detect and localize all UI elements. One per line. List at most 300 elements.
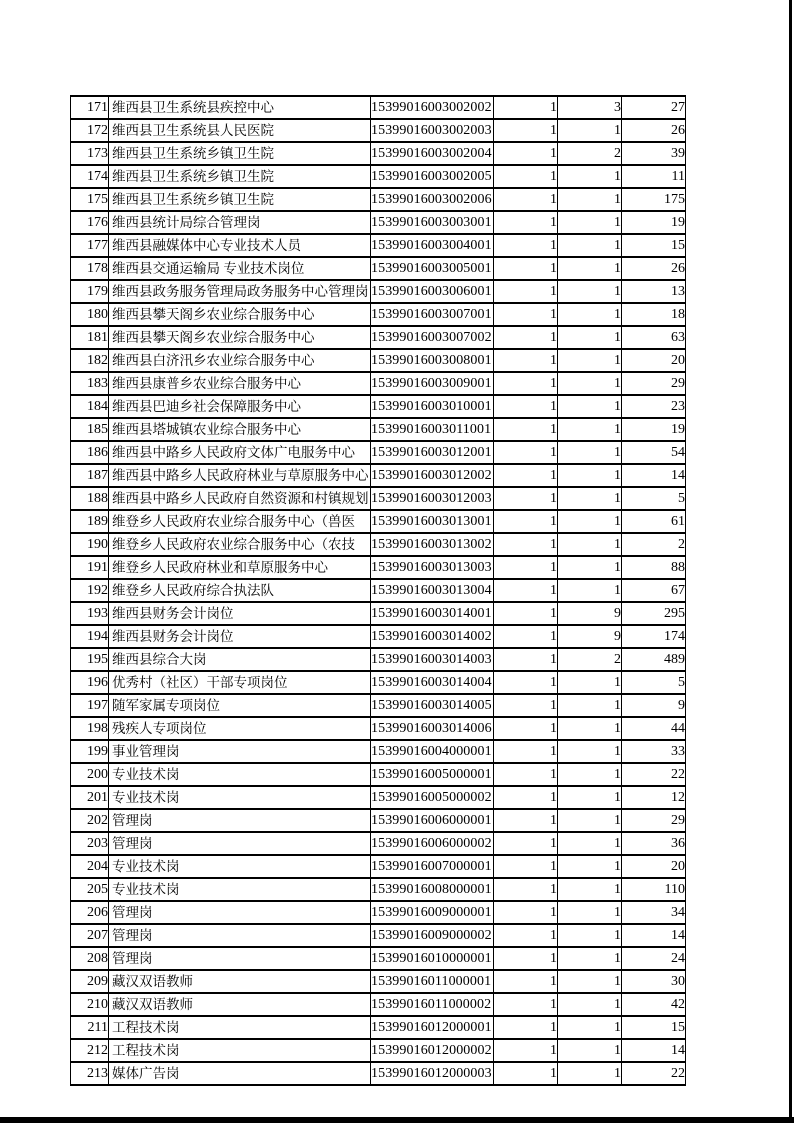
row-number-cell: 179 (71, 280, 109, 303)
value-cell-3: 29 (622, 372, 686, 395)
position-code-cell: 15399016003012002 (371, 464, 494, 487)
position-name-text: 维西县政务服务管理局政务服务中心管理岗 (112, 284, 369, 299)
table-row (71, 418, 686, 441)
position-name-text: 维西县康普乡农业综合服务中心 (112, 376, 301, 391)
row-number-cell: 185 (71, 418, 109, 441)
position-code-cell: 15399016003012003 (371, 487, 494, 510)
value-cell-3: 20 (622, 349, 686, 372)
value-cell-1: 1 (494, 694, 558, 717)
position-code-cell: 15399016003002002 (371, 96, 494, 119)
value-cell-2: 1 (558, 257, 622, 280)
row-number-cell: 208 (71, 947, 109, 970)
table-row (71, 602, 686, 625)
position-name-cell (109, 326, 371, 349)
position-code-cell: 15399016005000002 (371, 786, 494, 809)
position-name-text: 管理岗 (112, 928, 153, 943)
row-number-cell: 172 (71, 119, 109, 142)
value-cell-1: 1 (494, 96, 558, 119)
position-code-cell: 15399016007000001 (371, 855, 494, 878)
position-code-cell: 15399016003007001 (371, 303, 494, 326)
value-cell-1: 1 (494, 602, 558, 625)
table-row (71, 96, 686, 119)
value-cell-1: 1 (494, 763, 558, 786)
position-name-cell (109, 763, 371, 786)
value-cell-1: 1 (494, 280, 558, 303)
value-cell-1: 1 (494, 579, 558, 602)
value-cell-1: 1 (494, 418, 558, 441)
value-cell-3: 2 (622, 533, 686, 556)
row-number-cell: 200 (71, 763, 109, 786)
value-cell-3: 67 (622, 579, 686, 602)
row-number-cell: 189 (71, 510, 109, 533)
value-cell-3: 489 (622, 648, 686, 671)
value-cell-1: 1 (494, 464, 558, 487)
value-cell-2: 1 (558, 211, 622, 234)
position-code-cell: 15399016006000002 (371, 832, 494, 855)
value-cell-1: 1 (494, 556, 558, 579)
value-cell-1: 1 (494, 993, 558, 1016)
row-number-cell: 202 (71, 809, 109, 832)
value-cell-2: 1 (558, 165, 622, 188)
position-name-cell (109, 901, 371, 924)
value-cell-1: 1 (494, 211, 558, 234)
value-cell-3: 14 (622, 464, 686, 487)
row-number-cell: 203 (71, 832, 109, 855)
value-cell-1: 1 (494, 372, 558, 395)
value-cell-3: 29 (622, 809, 686, 832)
value-cell-2: 1 (558, 487, 622, 510)
value-cell-1: 1 (494, 257, 558, 280)
value-cell-1: 1 (494, 303, 558, 326)
table-row (71, 970, 686, 993)
value-cell-1: 1 (494, 740, 558, 763)
position-code-cell: 15399016003013004 (371, 579, 494, 602)
table-row (71, 188, 686, 211)
row-number-cell: 190 (71, 533, 109, 556)
value-cell-1: 1 (494, 234, 558, 257)
position-code-cell: 15399016003013003 (371, 556, 494, 579)
value-cell-2: 1 (558, 303, 622, 326)
table-row (71, 487, 686, 510)
table-row (71, 165, 686, 188)
position-name-cell (109, 671, 371, 694)
position-name-cell (109, 510, 371, 533)
row-number-cell: 178 (71, 257, 109, 280)
position-code-cell: 15399016012000003 (371, 1062, 494, 1085)
page-border-bottom (0, 1117, 794, 1123)
position-code-cell: 15399016003013001 (371, 510, 494, 533)
value-cell-3: 19 (622, 418, 686, 441)
table-row (71, 349, 686, 372)
table-row (71, 142, 686, 165)
position-name-text: 维登乡人民政府综合执法队 (112, 583, 274, 598)
value-cell-3: 22 (622, 1062, 686, 1085)
table-row (71, 809, 686, 832)
value-cell-2: 1 (558, 234, 622, 257)
value-cell-1: 1 (494, 832, 558, 855)
table-row (71, 1016, 686, 1039)
value-cell-3: 22 (622, 763, 686, 786)
position-name-text: 维登乡人民政府林业和草原服务中心 (112, 560, 328, 575)
value-cell-1: 1 (494, 717, 558, 740)
value-cell-1: 1 (494, 395, 558, 418)
row-number-cell: 206 (71, 901, 109, 924)
table-row (71, 786, 686, 809)
row-number-cell: 174 (71, 165, 109, 188)
position-code-cell: 15399016003012001 (371, 441, 494, 464)
row-number-cell: 201 (71, 786, 109, 809)
position-name-cell (109, 533, 371, 556)
position-code-cell: 15399016011000002 (371, 993, 494, 1016)
position-name-text: 藏汉双语教师 (112, 997, 193, 1012)
position-code-cell: 15399016003011001 (371, 418, 494, 441)
value-cell-2: 1 (558, 533, 622, 556)
position-code-cell: 15399016004000001 (371, 740, 494, 763)
position-name-cell (109, 418, 371, 441)
position-name-cell (109, 395, 371, 418)
value-cell-1: 1 (494, 924, 558, 947)
value-cell-2: 2 (558, 142, 622, 165)
value-cell-3: 61 (622, 510, 686, 533)
value-cell-2: 1 (558, 395, 622, 418)
position-name-text: 维西县卫生系统县疾控中心 (112, 100, 274, 115)
row-number-cell: 209 (71, 970, 109, 993)
value-cell-3: 24 (622, 947, 686, 970)
value-cell-3: 54 (622, 441, 686, 464)
table-row (71, 280, 686, 303)
value-cell-3: 110 (622, 878, 686, 901)
position-code-cell: 15399016003014006 (371, 717, 494, 740)
table-row (71, 1062, 686, 1085)
row-number-cell: 199 (71, 740, 109, 763)
value-cell-2: 1 (558, 878, 622, 901)
row-number-cell: 177 (71, 234, 109, 257)
row-number-cell: 211 (71, 1016, 109, 1039)
position-name-text: 维西县中路乡人民政府文体广电服务中心 (112, 445, 355, 460)
value-cell-3: 19 (622, 211, 686, 234)
value-cell-1: 1 (494, 487, 558, 510)
row-number-cell: 182 (71, 349, 109, 372)
value-cell-3: 295 (622, 602, 686, 625)
table-row (71, 441, 686, 464)
position-name-text: 管理岗 (112, 836, 153, 851)
position-name-text: 管理岗 (112, 951, 153, 966)
value-cell-2: 1 (558, 740, 622, 763)
position-name-cell (109, 441, 371, 464)
table-row (71, 625, 686, 648)
table-row (71, 1039, 686, 1062)
position-name-cell (109, 694, 371, 717)
value-cell-2: 1 (558, 694, 622, 717)
row-number-cell: 194 (71, 625, 109, 648)
value-cell-2: 1 (558, 901, 622, 924)
position-name-text: 优秀村（社区）干部专项岗位 (112, 675, 288, 690)
value-cell-3: 88 (622, 556, 686, 579)
value-cell-3: 20 (622, 855, 686, 878)
position-name-text: 维西县融媒体中心专业技术人员 (112, 238, 301, 253)
table-row (71, 832, 686, 855)
value-cell-2: 1 (558, 280, 622, 303)
value-cell-2: 1 (558, 441, 622, 464)
table-row (71, 234, 686, 257)
position-code-cell: 15399016005000001 (371, 763, 494, 786)
position-name-cell (109, 579, 371, 602)
position-name-cell (109, 280, 371, 303)
position-code-cell: 15399016003010001 (371, 395, 494, 418)
position-code-cell: 15399016006000001 (371, 809, 494, 832)
row-number-cell: 197 (71, 694, 109, 717)
value-cell-3: 26 (622, 119, 686, 142)
table-row (71, 303, 686, 326)
position-name-cell (109, 1039, 371, 1062)
value-cell-2: 1 (558, 188, 622, 211)
position-code-cell: 15399016008000001 (371, 878, 494, 901)
table-row (71, 395, 686, 418)
row-number-cell: 207 (71, 924, 109, 947)
position-code-cell: 15399016003003001 (371, 211, 494, 234)
position-name-text: 随军家属专项岗位 (112, 698, 220, 713)
value-cell-2: 1 (558, 579, 622, 602)
value-cell-1: 1 (494, 165, 558, 188)
row-number-cell: 188 (71, 487, 109, 510)
value-cell-1: 1 (494, 1016, 558, 1039)
page-border-right (789, 0, 792, 1123)
table-row (71, 947, 686, 970)
value-cell-1: 1 (494, 947, 558, 970)
position-name-cell (109, 349, 371, 372)
value-cell-2: 1 (558, 717, 622, 740)
position-name-text: 维西县财务会计岗位 (112, 606, 234, 621)
value-cell-3: 5 (622, 671, 686, 694)
value-cell-2: 2 (558, 648, 622, 671)
value-cell-3: 14 (622, 924, 686, 947)
value-cell-1: 1 (494, 349, 558, 372)
value-cell-3: 15 (622, 234, 686, 257)
position-code-cell: 15399016003014001 (371, 602, 494, 625)
value-cell-2: 1 (558, 119, 622, 142)
value-cell-2: 1 (558, 786, 622, 809)
value-cell-1: 1 (494, 1039, 558, 1062)
position-name-cell (109, 188, 371, 211)
table-row (71, 464, 686, 487)
table-body (71, 96, 686, 1085)
value-cell-2: 1 (558, 855, 622, 878)
position-code-cell: 15399016009000002 (371, 924, 494, 947)
position-name-cell (109, 119, 371, 142)
table-row (71, 372, 686, 395)
table-row (71, 533, 686, 556)
position-name-text: 专业技术岗 (112, 790, 180, 805)
position-name-text: 维西县卫生系统县人民医院 (112, 123, 274, 138)
value-cell-2: 1 (558, 372, 622, 395)
value-cell-3: 23 (622, 395, 686, 418)
value-cell-3: 15 (622, 1016, 686, 1039)
position-name-text: 维西县财务会计岗位 (112, 629, 234, 644)
position-name-cell (109, 142, 371, 165)
position-name-cell (109, 1062, 371, 1085)
value-cell-2: 9 (558, 602, 622, 625)
value-cell-1: 1 (494, 119, 558, 142)
row-number-cell: 173 (71, 142, 109, 165)
table-row (71, 717, 686, 740)
row-number-cell: 192 (71, 579, 109, 602)
row-number-cell: 171 (71, 96, 109, 119)
value-cell-1: 1 (494, 441, 558, 464)
value-cell-3: 27 (622, 96, 686, 119)
row-number-cell: 193 (71, 602, 109, 625)
position-name-text: 专业技术岗 (112, 859, 180, 874)
table-row (71, 510, 686, 533)
row-number-cell: 186 (71, 441, 109, 464)
value-cell-2: 1 (558, 832, 622, 855)
value-cell-3: 34 (622, 901, 686, 924)
value-cell-1: 1 (494, 625, 558, 648)
position-name-cell (109, 556, 371, 579)
position-name-cell (109, 303, 371, 326)
position-name-cell (109, 165, 371, 188)
position-name-text: 维西县卫生系统乡镇卫生院 (112, 169, 274, 184)
value-cell-3: 63 (622, 326, 686, 349)
value-cell-1: 1 (494, 901, 558, 924)
table-row (71, 763, 686, 786)
value-cell-3: 174 (622, 625, 686, 648)
position-name-text: 管理岗 (112, 813, 153, 828)
value-cell-2: 1 (558, 671, 622, 694)
position-code-cell: 15399016012000001 (371, 1016, 494, 1039)
value-cell-2: 1 (558, 1062, 622, 1085)
position-name-text: 维西县攀天阁乡农业综合服务中心 (112, 330, 315, 345)
value-cell-3: 39 (622, 142, 686, 165)
table-row (71, 257, 686, 280)
position-code-cell: 15399016003002006 (371, 188, 494, 211)
position-name-cell (109, 786, 371, 809)
row-number-cell: 204 (71, 855, 109, 878)
value-cell-1: 1 (494, 671, 558, 694)
position-name-text: 事业管理岗 (112, 744, 180, 759)
row-number-cell: 212 (71, 1039, 109, 1062)
position-code-cell: 15399016011000001 (371, 970, 494, 993)
position-name-text: 维登乡人民政府农业综合服务中心（农技 (112, 537, 355, 552)
table-row (71, 671, 686, 694)
value-cell-3: 14 (622, 1039, 686, 1062)
value-cell-2: 1 (558, 464, 622, 487)
position-code-cell: 15399016003014005 (371, 694, 494, 717)
table-row (71, 740, 686, 763)
value-cell-1: 1 (494, 533, 558, 556)
position-name-cell (109, 717, 371, 740)
value-cell-2: 1 (558, 556, 622, 579)
value-cell-2: 1 (558, 970, 622, 993)
position-name-cell (109, 625, 371, 648)
position-name-cell (109, 947, 371, 970)
value-cell-3: 44 (622, 717, 686, 740)
position-name-cell (109, 809, 371, 832)
value-cell-2: 1 (558, 763, 622, 786)
value-cell-1: 1 (494, 1062, 558, 1085)
position-name-cell (109, 372, 371, 395)
position-name-cell (109, 234, 371, 257)
value-cell-3: 36 (622, 832, 686, 855)
table-row (71, 119, 686, 142)
position-name-cell (109, 211, 371, 234)
position-name-text: 维西县中路乡人民政府自然资源和村镇规划 (112, 491, 369, 506)
value-cell-3: 175 (622, 188, 686, 211)
value-cell-1: 1 (494, 648, 558, 671)
position-name-text: 媒体广告岗 (112, 1066, 180, 1081)
value-cell-1: 1 (494, 878, 558, 901)
table-row (71, 556, 686, 579)
value-cell-2: 9 (558, 625, 622, 648)
value-cell-1: 1 (494, 326, 558, 349)
row-number-cell: 184 (71, 395, 109, 418)
row-number-cell: 196 (71, 671, 109, 694)
table-row (71, 326, 686, 349)
row-number-cell: 198 (71, 717, 109, 740)
value-cell-3: 12 (622, 786, 686, 809)
value-cell-3: 11 (622, 165, 686, 188)
position-code-cell: 15399016003004001 (371, 234, 494, 257)
position-name-text: 维西县巴迪乡社会保障服务中心 (112, 399, 301, 414)
position-code-cell: 15399016003014004 (371, 671, 494, 694)
row-number-cell: 191 (71, 556, 109, 579)
position-code-cell: 15399016003002003 (371, 119, 494, 142)
value-cell-2: 1 (558, 326, 622, 349)
value-cell-3: 18 (622, 303, 686, 326)
position-name-text: 维西县中路乡人民政府林业与草原服务中心 (112, 468, 369, 483)
position-name-cell (109, 464, 371, 487)
value-cell-2: 1 (558, 510, 622, 533)
position-table (70, 95, 686, 1086)
value-cell-2: 1 (558, 418, 622, 441)
position-name-cell (109, 970, 371, 993)
position-code-cell: 15399016003013002 (371, 533, 494, 556)
table-row (71, 211, 686, 234)
position-name-text: 工程技术岗 (112, 1020, 180, 1035)
row-number-cell: 175 (71, 188, 109, 211)
position-name-cell (109, 924, 371, 947)
position-name-cell (109, 487, 371, 510)
value-cell-2: 1 (558, 1039, 622, 1062)
position-name-text: 维西县综合大岗 (112, 652, 207, 667)
table-row (71, 993, 686, 1016)
row-number-cell: 195 (71, 648, 109, 671)
row-number-cell: 213 (71, 1062, 109, 1085)
row-number-cell: 183 (71, 372, 109, 395)
value-cell-1: 1 (494, 855, 558, 878)
position-name-cell (109, 96, 371, 119)
value-cell-2: 1 (558, 993, 622, 1016)
position-name-text: 维西县攀天阁乡农业综合服务中心 (112, 307, 315, 322)
position-name-cell (109, 1016, 371, 1039)
position-name-cell (109, 602, 371, 625)
position-code-cell: 15399016012000002 (371, 1039, 494, 1062)
value-cell-2: 1 (558, 924, 622, 947)
value-cell-3: 5 (622, 487, 686, 510)
position-code-cell: 15399016003002004 (371, 142, 494, 165)
value-cell-2: 1 (558, 809, 622, 832)
value-cell-3: 13 (622, 280, 686, 303)
value-cell-2: 3 (558, 96, 622, 119)
value-cell-1: 1 (494, 786, 558, 809)
position-name-text: 维登乡人民政府农业综合服务中心（兽医 (112, 514, 355, 529)
position-name-text: 维西县塔城镇农业综合服务中心 (112, 422, 301, 437)
position-name-cell (109, 740, 371, 763)
position-code-cell: 15399016009000001 (371, 901, 494, 924)
row-number-cell: 176 (71, 211, 109, 234)
position-name-text: 维西县白济汛乡农业综合服务中心 (112, 353, 315, 368)
value-cell-2: 1 (558, 1016, 622, 1039)
value-cell-3: 9 (622, 694, 686, 717)
